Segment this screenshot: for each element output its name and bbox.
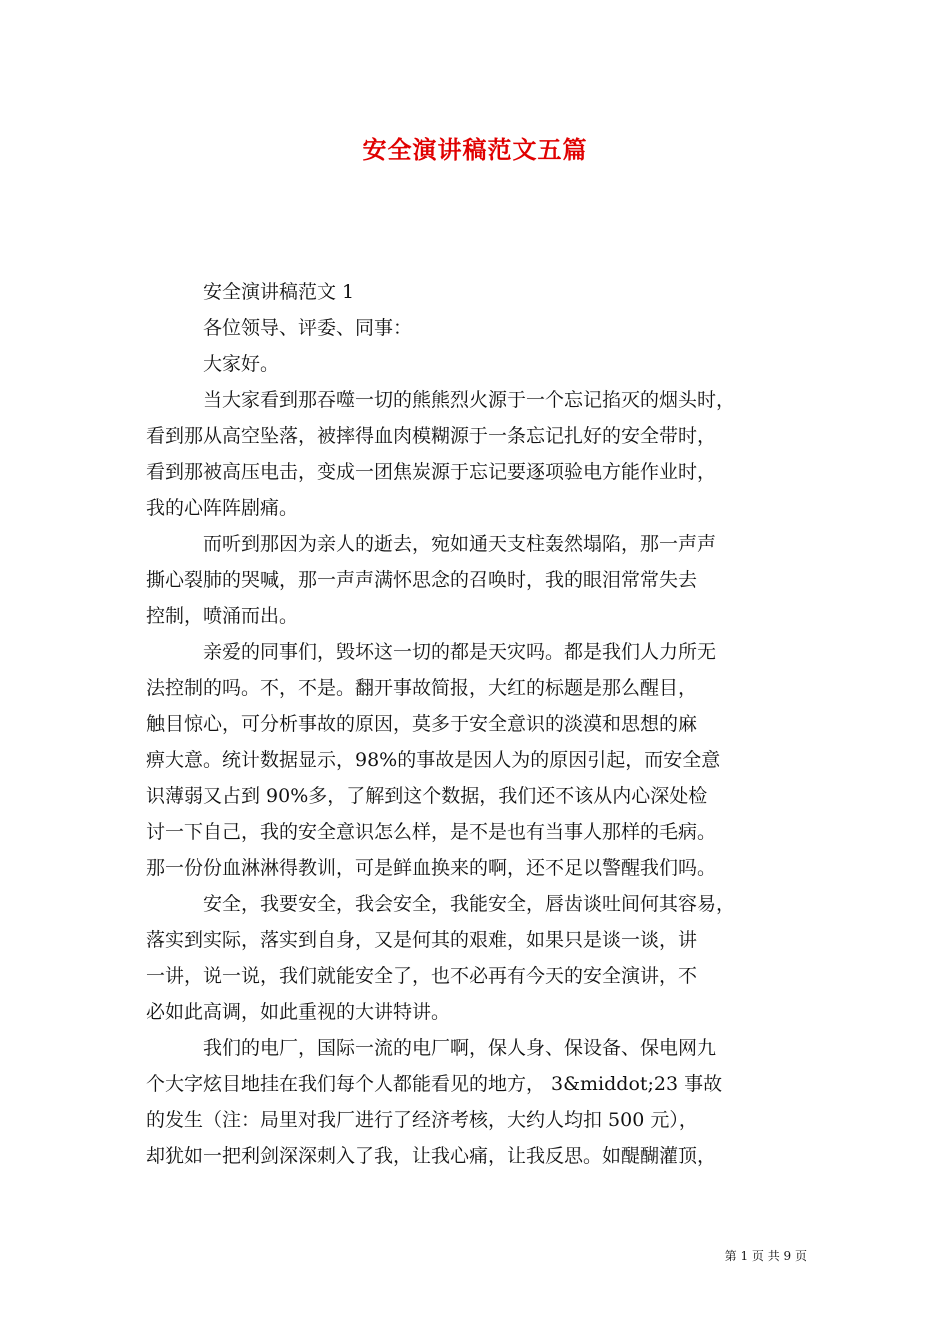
text-line: 大家好。 xyxy=(203,353,280,375)
text-line: 亲爱的同事们，毁坏这一切的都是天灾吗。都是我们人力所无 xyxy=(203,641,717,663)
text-line: 看到那被高压电击，变成一团焦炭源于忘记要逐项验电方能作业时， xyxy=(146,461,717,483)
text-line: 落实到实际，落实到自身，又是何其的艰难，如果只是谈一谈，讲 xyxy=(146,929,698,951)
text-line: 痹大意。统计数据显示，98%的事故是因人为的原因引起，而安全意 xyxy=(146,749,721,771)
text-line: 讨一下自己，我的安全意识怎么样，是不是也有当事人那样的毛病。 xyxy=(146,821,717,843)
text-line: 法控制的吗。不，不是。翻开事故简报，大红的标题是那么醒目， xyxy=(146,677,698,699)
text-line: 安全演讲稿范文 1 xyxy=(203,281,355,303)
page-number: 第 1 页 共 9 页 xyxy=(724,1249,807,1263)
text-line: 控制，喷涌而出。 xyxy=(146,605,299,627)
document-body xyxy=(146,274,816,1174)
text-line: 我的心阵阵剧痛。 xyxy=(146,497,299,519)
text-line: 却犹如一把利剑深深刺入了我，让我心痛，让我反思。如醍醐灌顶， xyxy=(146,1145,717,1167)
text-line: 那一份份血淋淋得教训，可是鲜血换来的啊，还不足以警醒我们吗。 xyxy=(146,857,717,879)
text-line: 看到那从高空坠落，被摔得血肉模糊源于一条忘记扎好的安全带时， xyxy=(146,425,717,447)
text-line: 安全，我要安全，我会安全，我能安全，唇齿谈吐间何其容易， xyxy=(203,893,736,915)
text-line: 各位领导、评委、同事： xyxy=(203,317,413,339)
text-line: 撕心裂肺的哭喊，那一声声满怀思念的召唤时，我的眼泪常常失去 xyxy=(146,569,698,591)
text-line: 而听到那因为亲人的逝去，宛如通天支柱轰然塌陷，那一声声 xyxy=(203,533,717,555)
text-line: 一讲，说一说，我们就能安全了，也不必再有今天的安全演讲，不 xyxy=(146,965,698,987)
text-line: 必如此高调，如此重视的大讲特讲。 xyxy=(146,1001,451,1023)
text-line: 个大字炫目地挂在我们每个人都能看见的地方， 3&middot;23 事故 xyxy=(146,1073,723,1095)
text-line: 当大家看到那吞噬一切的熊熊烈火源于一个忘记掐灭的烟头时， xyxy=(203,389,736,411)
text-line: 识薄弱又占到 90%多，了解到这个数据，我们还不该从内心深处检 xyxy=(146,785,708,807)
text-line: 触目惊心，可分析事故的原因，莫多于安全意识的淡漠和思想的麻 xyxy=(146,713,698,735)
text-line: 的发生（注：局里对我厂进行了经济考核，大约人均扣 500 元）， xyxy=(146,1109,698,1131)
document-title: 安全演讲稿范文五篇 xyxy=(362,135,588,164)
text-line: 我们的电厂，国际一流的电厂啊，保人身、保设备、保电网九 xyxy=(203,1037,717,1059)
